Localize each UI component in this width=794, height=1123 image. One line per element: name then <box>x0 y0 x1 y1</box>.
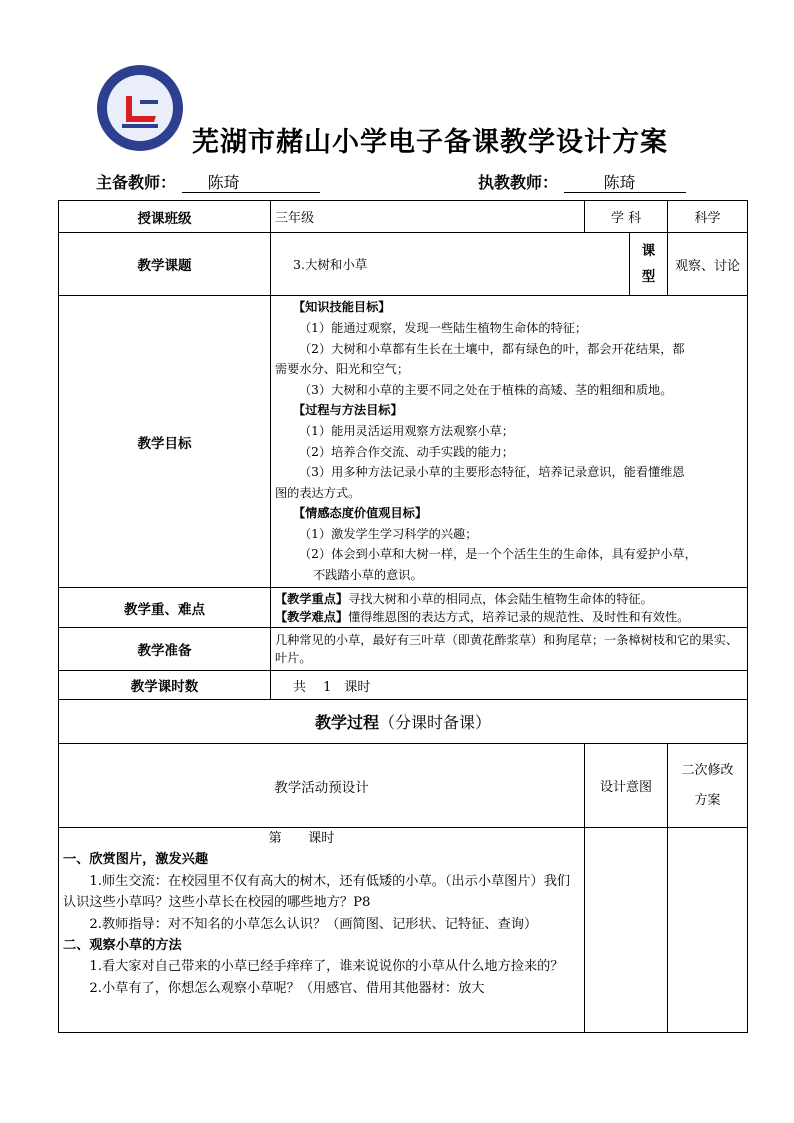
goal-item: （2）体会到小草和大树一样，是一个个活生生的生命体，具有爱护小草， <box>299 547 697 562</box>
type-value: 观察、讨论 <box>668 233 748 296</box>
school-logo <box>96 64 184 152</box>
lesson-plan-table <box>58 200 748 1033</box>
process-title-row <box>59 700 748 744</box>
prep-label: 教学准备 <box>59 628 271 671</box>
process-paragraph: 1.看大家对自己带来的小草已经手痒痒了，谁来说说你的小草从什么地方捡来的？ <box>89 959 564 975</box>
goal-item: 不践踏小草的意识。 <box>313 568 423 583</box>
grade-value: 三年级 <box>271 201 585 233</box>
goal-item: 需要水分、阳光和空气； <box>275 362 410 377</box>
section-heading-2: 二、观察小草的方法 <box>63 938 182 954</box>
goal-heading-process: 【过程与方法目标】 <box>293 403 403 418</box>
key-point-mark: 【教学重点】 <box>275 591 349 606</box>
key-row <box>59 588 748 628</box>
process-paragraph: 1.师生交流：在校园里不仅有高大的树木，还有低矮的小草。（出示小草图片）我们认识这些小草吗？这些小草长在校园的哪些地方？P8 <box>63 873 571 911</box>
prep-value: 几种常见的小草，最好有三叶草（即黄花酢浆草）和狗尾草；一条樟树枝和它的果实、叶片。 <box>271 628 748 671</box>
difficulty-point <box>275 608 743 626</box>
process-header-row <box>59 744 748 828</box>
grade-row <box>59 201 748 233</box>
grade-label: 授课班级 <box>59 201 271 233</box>
type-label-1: 课 <box>641 243 656 259</box>
process-paragraph: 2.小草有了，你想怎么观察小草呢？（用感官、借用其他器材：放大 <box>89 980 485 996</box>
process-title-main: 教学过程 <box>315 713 380 732</box>
goal-item: （3）大树和小草的主要不同之处在于植株的高矮、茎的粗细和质地。 <box>299 382 673 397</box>
process-title-sub: （分课时备课） <box>379 713 492 732</box>
subject-value: 科学 <box>668 201 748 233</box>
main-teacher-value: 陈琦 <box>182 174 320 193</box>
key-label: 教学重、难点 <box>59 588 271 628</box>
goal-heading-emotion: 【情感态度价值观目标】 <box>293 506 428 521</box>
exec-teacher-label: 执教教师： <box>478 173 559 192</box>
goal-item: 图的表达方式。 <box>275 485 361 500</box>
goal-item: （2）培养合作交流、动手实践的能力； <box>299 444 514 459</box>
process-title <box>59 700 748 744</box>
lesson-number: 第 课时 <box>268 831 335 846</box>
topic-value: 3.大树和小草 <box>271 233 630 296</box>
goal-item: （1）能通过观察，发现一些陆生植物生命体的特征； <box>299 320 588 335</box>
key-point <box>275 590 743 608</box>
revise-cell <box>668 828 748 1033</box>
col-intent: 设计意图 <box>585 744 668 828</box>
key-point-text: 寻找大树和小草的相同点，体会陆生植物生命体的特征。 <box>348 591 653 606</box>
col-revise <box>668 744 748 828</box>
hours-row <box>59 671 748 700</box>
goal-heading-knowledge: 【知识技能目标】 <box>293 300 391 315</box>
page-title: 芜湖市赭山小学电子备课教学设计方案 <box>192 127 668 158</box>
col-activity: 教学活动预设计 <box>59 744 585 828</box>
process-paragraph: 2.教师指导：对不知名的小草怎么认识？（画简图、记形状、记特征、查询） <box>89 916 538 932</box>
process-content <box>59 828 585 1033</box>
hours-value: 共 1 课时 <box>271 671 748 700</box>
type-label <box>630 233 668 296</box>
section-heading-1: 一、欣赏图片，激发兴趣 <box>63 852 209 868</box>
exec-teacher-value: 陈琦 <box>564 174 686 193</box>
goals-row <box>59 296 748 588</box>
goal-item: （1）激发学生学习科学的兴趣； <box>299 526 478 541</box>
col-revise-1: 二次修改 <box>681 762 734 778</box>
main-teacher-row <box>96 170 320 193</box>
prep-row <box>59 628 748 671</box>
topic-row <box>59 233 748 296</box>
intent-cell <box>585 828 668 1033</box>
key-content <box>271 588 748 628</box>
subject-label: 学 科 <box>585 201 668 233</box>
topic-label: 教学课题 <box>59 233 271 296</box>
type-label-2: 型 <box>641 269 656 285</box>
goals-content <box>271 296 748 588</box>
hours-label: 教学课时数 <box>59 671 271 700</box>
goals-label: 教学目标 <box>59 296 271 588</box>
col-revise-2: 方案 <box>694 792 721 808</box>
difficulty-text: 懂得维恩图的表达方式，培养记录的规范性、及时性和有效性。 <box>348 609 690 624</box>
difficulty-mark: 【教学难点】 <box>275 609 349 624</box>
exec-teacher-row <box>478 170 686 193</box>
goal-item: （1）能用灵活运用观察方法观察小草； <box>299 423 514 438</box>
goal-item: （3）用多种方法记录小草的主要形态特征，培养记录意识，能看懂维恩 <box>299 465 685 480</box>
goal-item: （2）大树和小草都有生长在土壤中，都有绿色的叶，都会开花结果，都 <box>299 341 685 356</box>
process-body-row <box>59 828 748 1033</box>
main-teacher-label: 主备教师： <box>96 173 177 192</box>
